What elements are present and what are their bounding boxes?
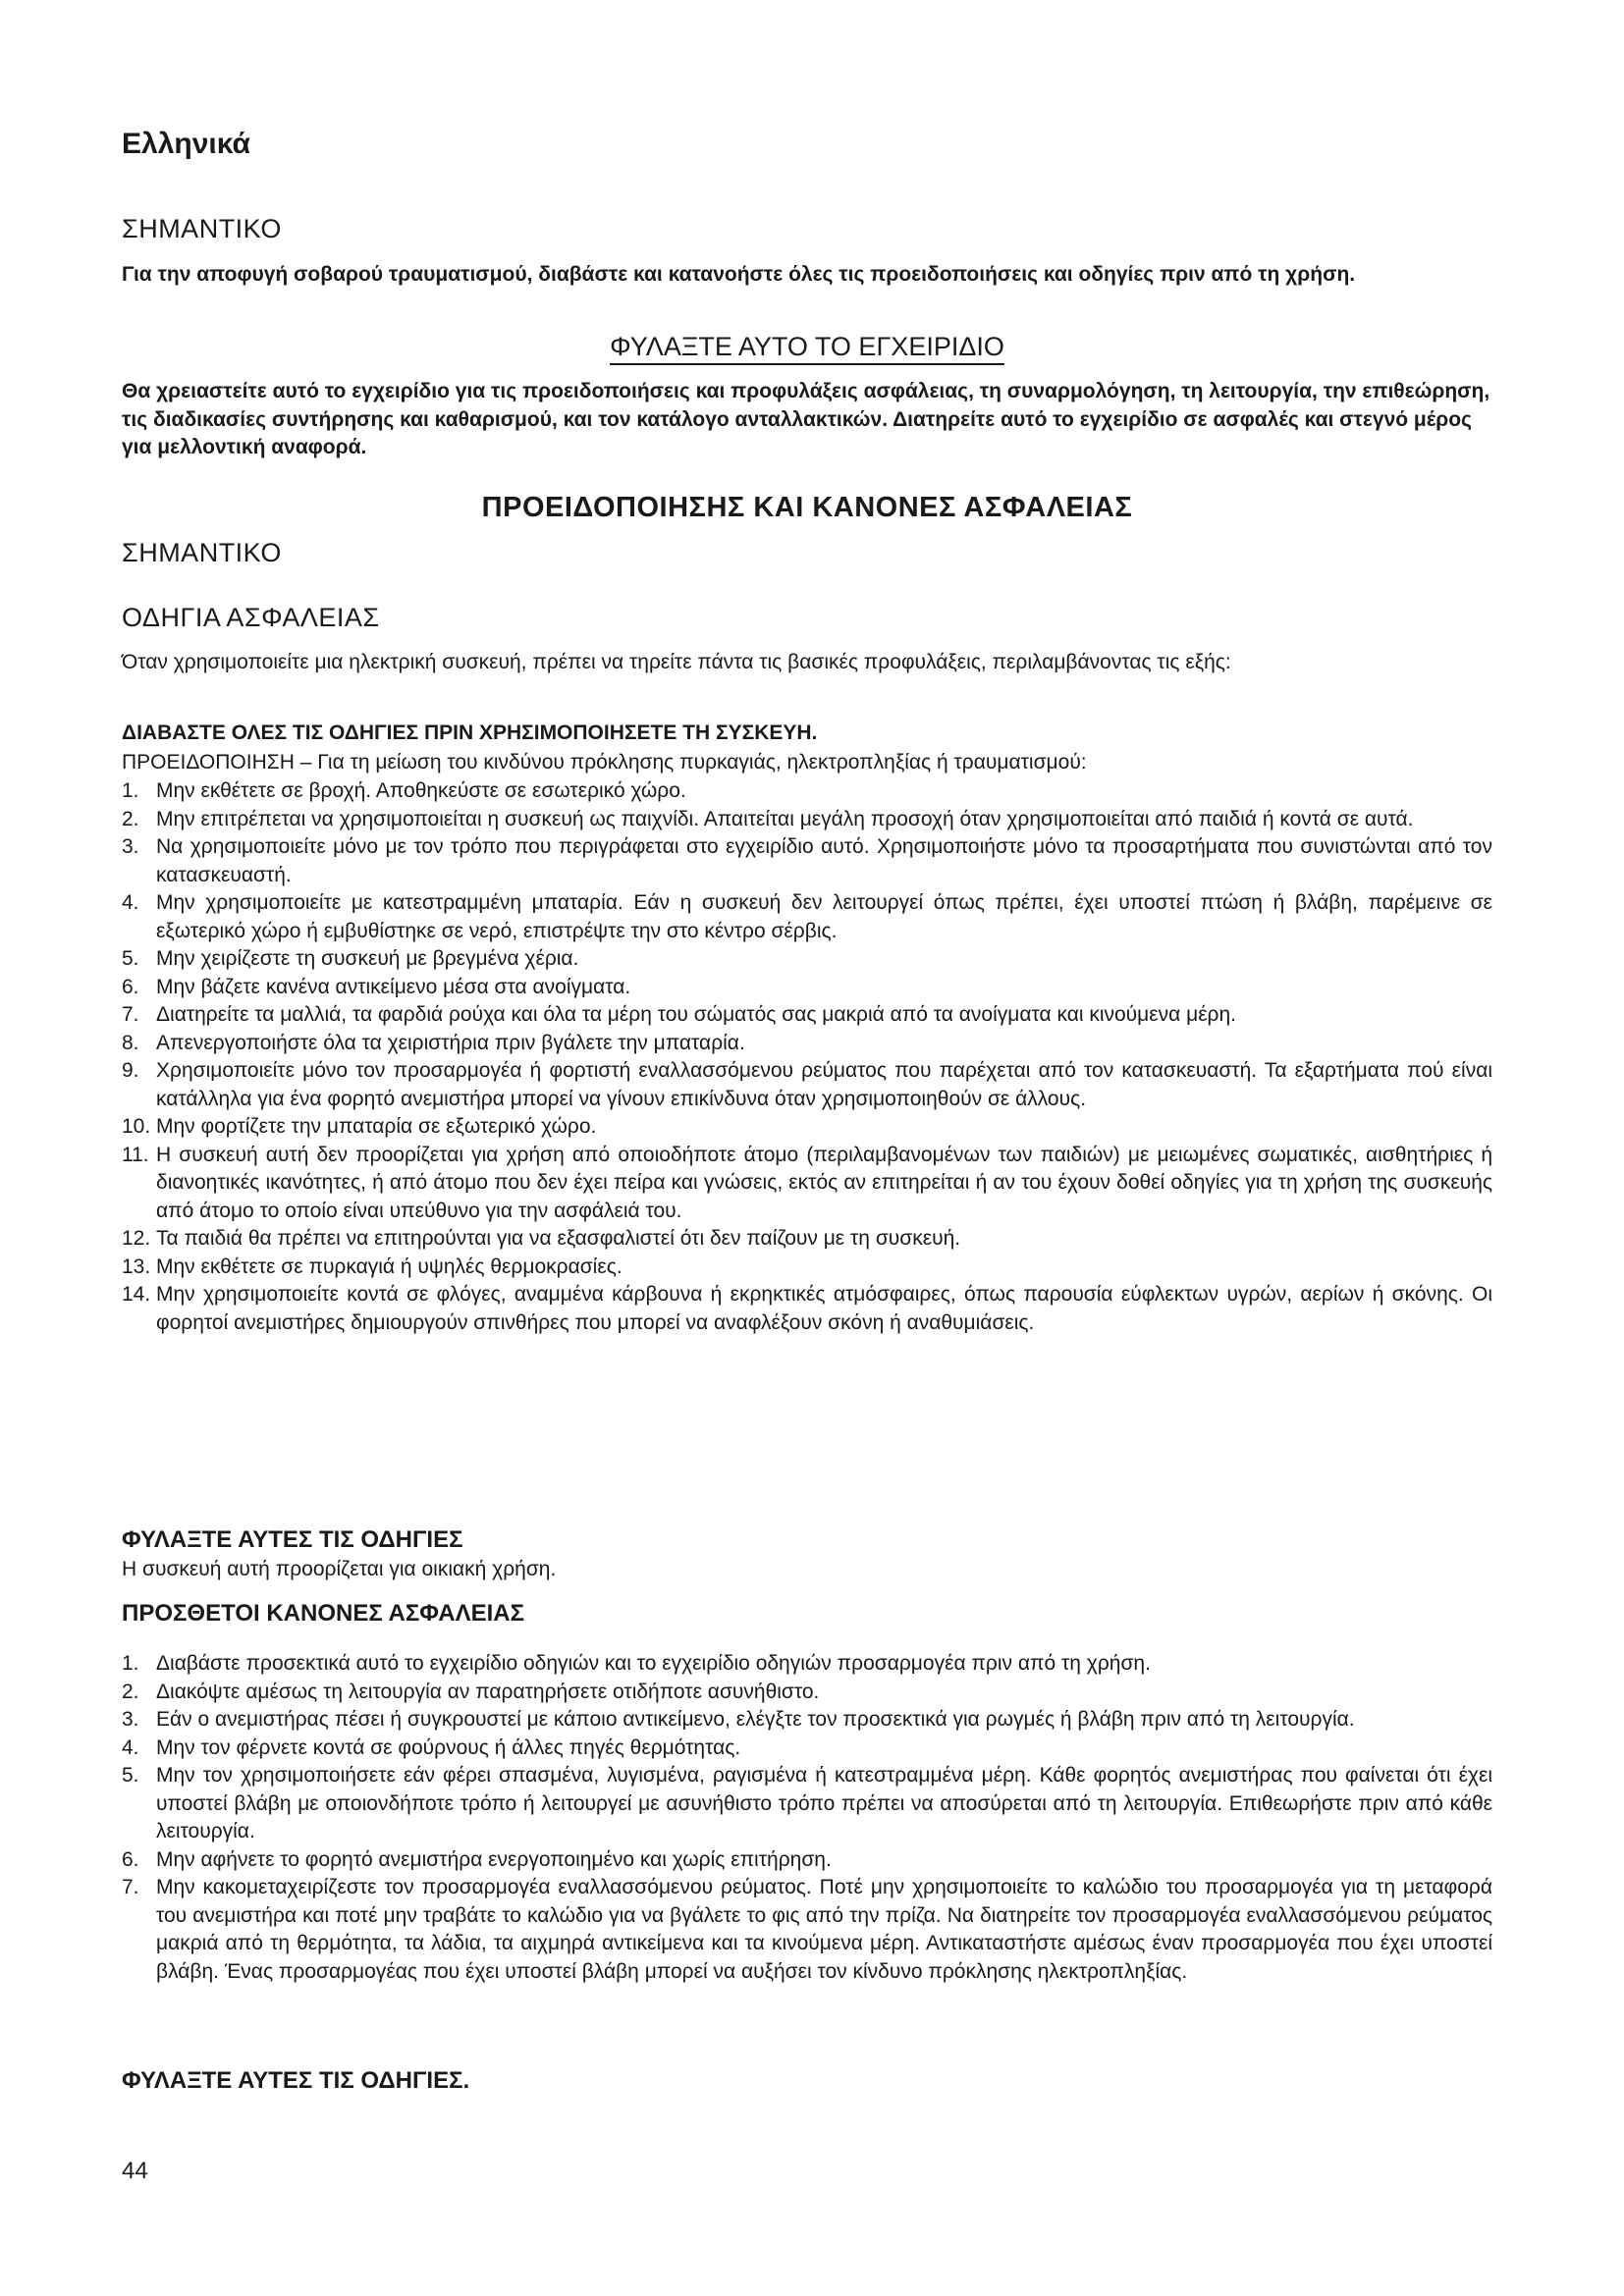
list-item: 7. Διατηρείτε τα μαλλιά, τα φαρδιά ρούχα και όλα τα μέρη του σώματός σας μακριά από τα ανοίγματα και κινούμενα μέρη.	[122, 1003, 1237, 1026]
list-item: 6. Μην βάζετε κανένα αντικείμενο μέσα στα ανοίγματα.	[122, 975, 631, 998]
household-use-note: Η συσκευή αυτή προορίζεται για οικιακή χρήση.	[122, 1558, 557, 1580]
page-title: Ελληνικά	[122, 128, 250, 160]
page-number: 44	[122, 2158, 148, 2184]
keep-manual-heading	[122, 332, 1492, 362]
list-item: 5. Μην χειρίζεστε τη συσκευή με βρεγμένα χέρια.	[122, 947, 579, 970]
safety-heading: ΟΔΗΓΙΑ ΑΣΦΑΛΕΙΑΣ	[122, 603, 380, 632]
additional-rules-list	[122, 1650, 1492, 1986]
manual-paragraph: Θα χρειαστείτε αυτό το εγχειρίδιο για τις προειδοποιήσεις και προφυλάξεις ασφάλειας, τη συναρμολόγηση, τη λειτουργία, την επιθεώρηση, τις διαδικασίες συντήρησης και καθαρισμού, και τον κατάλογο ανταλλακτικών. Διατηρείτε αυτό το εγχειρίδιο σε ασφαλές και στεγνό μέρος για μελλοντική αναφορά.	[122, 380, 1490, 458]
list-item: 11. Η συσκευή αυτή δεν προορίζεται για χρήση από οποιοδήποτε άτομο (περιλαμβανομένων των παιδιών) με μειωμένες σωματικές, αισθητήριες ή διανοητικές ικανότητες, ή από άτομο που δεν έχει πείρα και γνώσεις, εκτός αν επιτηρείται ή αν του έχουν δοθεί οδηγίες για τη χρήση της συσκευής από άτομο το οποίο είναι υπεύθυνο για την ασφάλειά του.	[122, 1143, 1492, 1222]
list-item: 4. Μην χρησιμοποιείτε με κατεστραμμένη μπαταρία. Εάν η συσκευή δεν λειτουργεί όπως πρέπει, έχει υποστεί πτώση ή βλάβη, παρέμεινε σε εξωτερικό χώρο ή εμβυθίστηκε σε νερό, επιστρέψτε την στο κέντρο σέρβις.	[122, 891, 1492, 942]
list-item: 10. Μην φορτίζετε την μπαταρία σε εξωτερικό χώρο.	[122, 1115, 597, 1138]
list-item: 14. Μην χρησιμοποιείτε κοντά σε φλόγες, αναμμένα κάρβουνα ή εκρηκτικές ατμόσφαιρες, όπως παρουσία εύφλεκτων υγρών, αερίων ή σκόνης. Οι φορητοί ανεμιστήρες δημιουργούν σπινθήρες που μπορεί να αναφλέξουν σκόνη ή αναθυμιάσεις.	[122, 1283, 1492, 1334]
safety-list	[122, 777, 1492, 1337]
additional-rules-heading: ΠΡΟΣΘΕΤΟΙ ΚΑΝΟΝΕΣ ΑΣΦΑΛΕΙΑΣ	[122, 1600, 525, 1627]
list-item: 9. Χρησιμοποιείτε μόνο τον προσαρμογέα ή φορτιστή εναλλασσόμενου ρεύματος που παρέχεται από τον κατασκευαστή. Τα εξαρτήματα πού είναι κατάλληλα για ένα φορητό ανεμιστήρα μπορεί να γίνουν επικίνδυνα όταν χρησιμοποιηθούν σε άλλους.	[122, 1059, 1492, 1110]
keep-instructions-heading-2: ΦΥΛΑΞΤΕ ΑΥΤΕΣ ΤΙΣ ΟΔΗΓΙΕΣ.	[122, 2067, 470, 2094]
list-item: 6. Μην αφήνετε το φορητό ανεμιστήρα ενεργοποιημένο και χωρίς επιτήρηση.	[122, 1847, 832, 1871]
warning-line: ΠΡΟΕΙΔΟΠΟΙΗΣΗ – Για τη μείωση του κινδύνου πρόκλησης πυρκαγιάς, ηλεκτροπληξίας ή τραυματισμού:	[122, 751, 1087, 774]
list-item: 3. Να χρησιμοποιείτε μόνο με τον τρόπο που περιγράφεται στο εγχειρίδιο αυτό. Χρησιμοποιήστε μόνο τα προσαρτήματα που συνιστώνται από τον κατασκευαστή.	[122, 835, 1492, 886]
list-item: 13. Μην εκθέτετε σε πυρκαγιά ή υψηλές θερμοκρασίες.	[122, 1255, 623, 1278]
intro-paragraph: Για την αποφυγή σοβαρού τραυματισμού, διαβάστε και κατανοήστε όλες τις προειδοποιήσεις και οδηγίες πριν από τη χρήση.	[122, 263, 1356, 286]
list-item: 5. Μην τον χρησιμοποιήσετε εάν φέρει σπασμένα, λυγισμένα, ραγισμένα ή κατεστραμμένα μέρη. Κάθε φορητός ανεμιστήρας που φαίνεται ότι έχει υποστεί βλάβη με οποιονδήποτε τρόπο ή λειτουργεί με ασυνήθιστο τρόπο πρέπει να αποσύρεται από τη λειτουργία. Επιθεωρήστε πριν από κάθε λειτουργία.	[122, 1764, 1492, 1842]
keep-manual-text: ΦΥΛΑΞΤΕ ΑΥΤΟ ΤΟ ΕΓΧΕΙΡΙΔΙΟ	[610, 332, 1004, 365]
list-item: 1. Διαβάστε προσεκτικά αυτό το εγχειρίδιο οδηγιών και το εγχειρίδιο οδηγιών προσαρμογέα πριν από τη χρήση.	[122, 1652, 1151, 1675]
list-item: 8. Απενεργοποιήστε όλα τα χειριστήρια πριν βγάλετε την μπαταρία.	[122, 1031, 745, 1054]
list-item: 7. Μην κακομεταχειρίζεστε τον προσαρμογέα εναλλασσόμενου ρεύματος. Ποτέ μην χρησιμοποιείτε το καλώδιο του προσαρμογέα για τη μεταφορά του ανεμιστήρα και ποτέ μην τραβάτε το καλώδιο για να βγάλετε το φις από την πρίζα. Να διατηρείτε τον προσαρμογέα εναλλασσόμενου ρεύματος μακριά από τη θερμότητα, τα λάδια, τα αιχμηρά αντικείμενα και τα κινούμενα μέρη. Αντικαταστήστε αμέσως έναν προσαρμογέα που έχει υποστεί βλάβη. Ένας προσαρμογέας που έχει υποστεί βλάβη μπορεί να αυξήσει τον κίνδυνο πρόκλησης ηλεκτροπληξίας.	[122, 1876, 1492, 1983]
list-item: 1. Μην εκθέτετε σε βροχή. Αποθηκεύστε σε εσωτερικό χώρο.	[122, 779, 686, 802]
important-heading-2: ΣΗΜΑΝΤΙΚΟ	[122, 538, 282, 567]
read-all-instructions: ΔΙΑΒΑΣΤΕ ΟΛΕΣ ΤΙΣ ΟΔΗΓΙΕΣ ΠΡΙΝ ΧΡΗΣΙΜΟΠΟΙΗΣΕΤΕ ΤΗ ΣΥΣΚΕΥΗ.	[122, 721, 818, 744]
list-item: 2. Μην επιτρέπεται να χρησιμοποιείται η συσκευή ως παιχνίδι. Απαιτείται μεγάλη προσοχή όταν χρησιμοποιείται από παιδιά ή κοντά σε αυτά.	[122, 807, 1414, 830]
important-heading: ΣΗΜΑΝΤΙΚΟ	[122, 214, 282, 243]
safety-intro: Όταν χρησιμοποιείτε μια ηλεκτρική συσκευή, πρέπει να τηρείτε πάντα τις βασικές προφυλάξεις, περιλαμβάνοντας τις εξής:	[122, 651, 1231, 673]
list-item: 4. Μην τον φέρνετε κοντά σε φούρνους ή άλλες πηγές θερμότητας.	[122, 1735, 741, 1759]
warnings-title: ΠΡΟΕΙΔΟΠΟΙΗΣΗΣ ΚΑΙ ΚΑΝΟΝΕΣ ΑΣΦΑΛΕΙΑΣ	[481, 492, 1133, 523]
keep-instructions-heading: ΦΥΛΑΞΤΕ ΑΥΤΕΣ ΤΙΣ ΟΔΗΓΙΕΣ	[122, 1526, 463, 1553]
list-item: 3. Εάν ο ανεμιστήρας πέσει ή συγκρουστεί με κάποιο αντικείμενο, ελέγξτε τον προσεκτικά για ρωγμές ή βλάβη πριν από τη λειτουργία.	[122, 1708, 1355, 1731]
list-item: 12. Τα παιδιά θα πρέπει να επιτηρούνται για να εξασφαλιστεί ότι δεν παίζουν με τη συσκευή.	[122, 1227, 961, 1250]
list-item: 2. Διακόψτε αμέσως τη λειτουργία αν παρατηρήσετε οτιδήποτε ασυνήθιστο.	[122, 1680, 820, 1703]
